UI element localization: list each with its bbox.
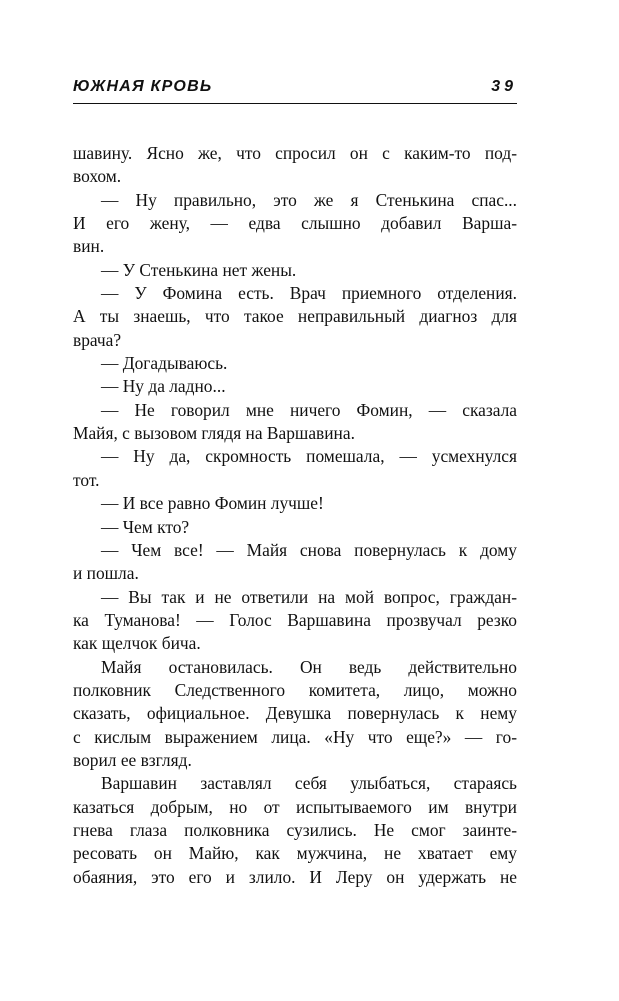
page-number: 39 [491,78,517,95]
text-line: вохом. [73,166,122,187]
text-line: и пошла. [73,563,139,584]
text-line: вин. [73,236,105,257]
text-line: — Ну правильно, это же я Стенькина спас... [101,189,517,210]
text-line: — Ну да ладно... [101,376,226,397]
text-line: с кислым выражением лица. «Ну что еще?» — го- [73,726,517,747]
text-line: — Догадываюсь. [101,353,228,374]
text-line: Майя, с вызовом глядя на Варшавина. [73,423,355,444]
text-line: сказать, официальное. Девушка повернулась к нему [73,703,517,724]
text-line: — Чем все! — Майя снова повернулась к дому [101,539,517,560]
book-title: ЮЖНАЯ КРОВЬ [73,78,213,95]
text-line: — И все равно Фомин лучше! [101,493,324,514]
text-line: Варшавин заставлял себя улыбаться, стараясь [101,773,517,794]
running-header [73,78,517,102]
text-line: Майя остановилась. Он ведь действительно [101,656,517,677]
text-line: полковник Следственного комитета, лицо, можно [73,679,517,700]
text-line: — Вы так и не ответили на мой вопрос, граждан- [101,586,517,607]
text-line: ка Туманова! — Голос Варшавина прозвучал резко [73,609,517,630]
text-line: — Чем кто? [101,516,190,537]
text-line: И его жену, — едва слышно добавил Варша- [73,213,517,234]
text-line: — Ну да, скромность помешала, — усмехнулся [101,446,517,467]
text-line: обаяния, это его и злило. И Леру он удержать не [73,866,517,887]
header-rule [73,103,517,104]
text-line: тот. [73,469,100,490]
text-line: гнева глаза полковника сузились. Не смог заинте- [73,819,517,840]
text-line: казаться добрым, но от испытываемого им внутри [73,796,517,817]
text-line: — У Фомина есть. Врач приемного отделения. [101,283,517,304]
text-line: А ты знаешь, что такое неправильный диагноз для [73,306,517,327]
body-text [73,142,517,889]
text-line: ворил ее взгляд. [73,749,192,770]
text-line: ресовать он Майю, как мужчина, не хватает ему [73,843,517,864]
text-line: как щелчок бича. [73,633,201,654]
text-line: — Не говорил мне ничего Фомин, — сказала [101,399,517,420]
text-line: врача? [73,329,122,350]
text-line: шавину. Ясно же, что спросил он с каким-то под- [73,143,517,163]
text-line: — У Стенькина нет жены. [101,259,297,280]
